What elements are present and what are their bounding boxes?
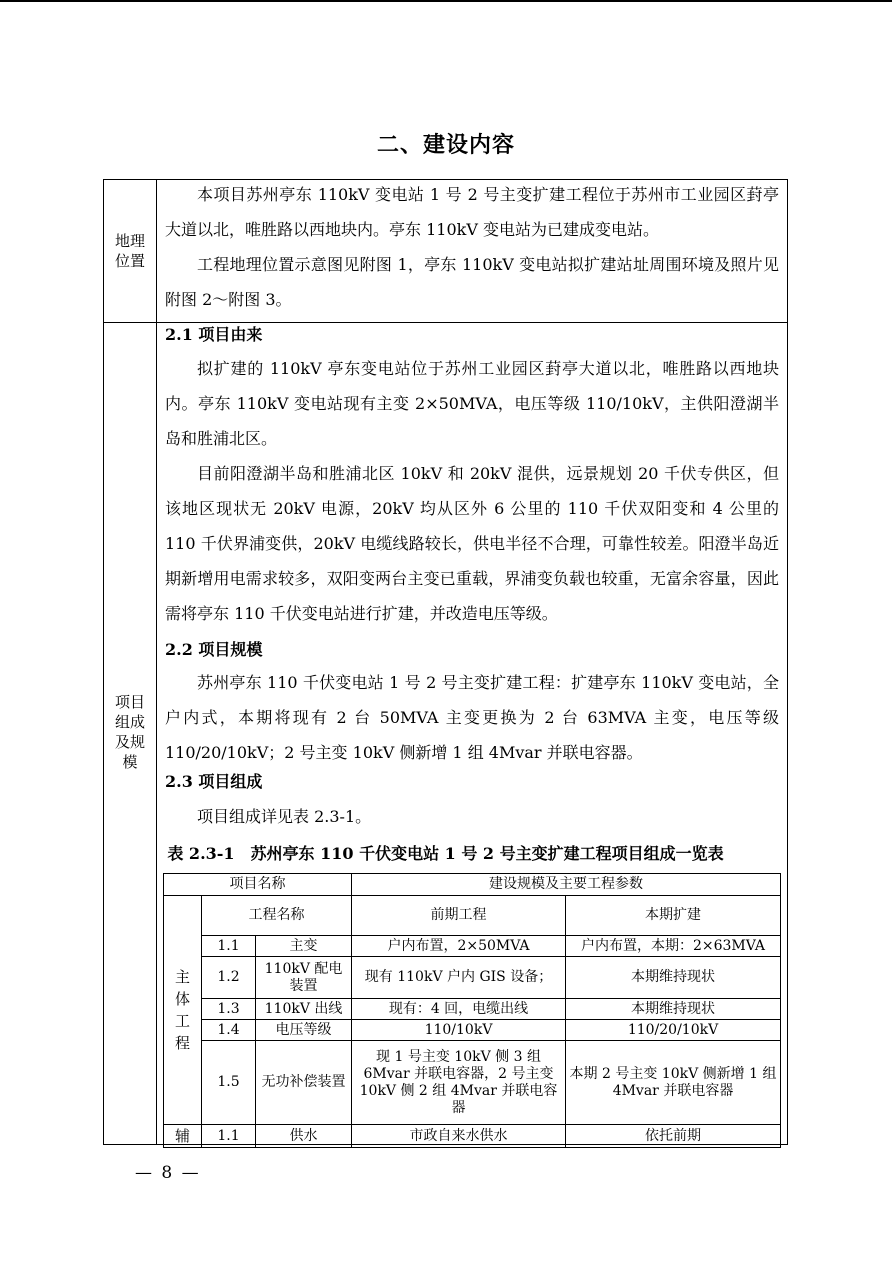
header-engineering-name: 工程名称 [202, 896, 352, 936]
row-name: 主变 [256, 936, 352, 957]
heading-2-2: 2.2 项目规模 [165, 640, 263, 659]
location-label-cell [104, 180, 157, 322]
row-previous: 现有 110kV 户内 GIS 设备； [352, 957, 566, 999]
paragraph-2-1-b: 目前阳澄湖半岛和胜浦北区 10kV 和 20kV 混供，远景规划 20 千伏专供区，但该地区现状无 20kV 电源，20kV 均从区外 6 公里的 110 千伏双阳变和 4 公里的 110 千伏界浦变供，20kV 电缆线路较长，供电半径不合理，可靠性较差。阳澄半岛近期新增用电需求较多，双阳变两台主变已重载，界浦变负载也较重，无富余容量，因此需将亭东 110 千伏变电站进行扩建，并改造电压等级。 [165, 464, 779, 623]
row-name: 电压等级 [256, 1020, 352, 1041]
table-subheader-row [164, 896, 781, 936]
vertical-char: 工 [174, 1012, 190, 1030]
label-line: 项目 [114, 693, 145, 711]
label-line: 组成 [114, 713, 145, 731]
row-number: 1.5 [202, 1041, 256, 1125]
label-line: 模 [122, 753, 138, 771]
header-scale: 建设规模及主要工程参数 [352, 874, 781, 896]
row-number: 1.2 [202, 957, 256, 999]
row-name: 110kV 配电装置 [256, 957, 352, 999]
heading-2-3: 2.3 项目组成 [165, 772, 263, 791]
row-current: 本期 2 号主变 10kV 侧新增 1 组 4Mvar 并联电容器 [566, 1041, 781, 1125]
row-current: 本期维持现状 [566, 957, 781, 999]
location-paragraph-1: 本项目苏州亭东 110kV 变电站 1 号 2 号主变扩建工程位于苏州市工业园区葑亭大道以北，唯胜路以西地块内。亭东 110kV 变电站为已建成变电站。 [165, 185, 779, 239]
vertical-char: 程 [174, 1034, 190, 1052]
row-previous: 110/10kV [352, 1020, 566, 1041]
row-current: 依托前期 [566, 1125, 781, 1148]
paragraph-2-3: 项目组成详见表 2.3-1。 [197, 807, 372, 826]
composition-table [163, 873, 781, 1148]
composition-label-cell [104, 322, 157, 1144]
table-row [164, 1020, 781, 1041]
label-line: 位置 [114, 252, 145, 270]
page-number: — 8 — [135, 1163, 201, 1183]
vertical-char: 辅 [174, 1127, 190, 1145]
row-number: 1.1 [202, 936, 256, 957]
row-previous: 市政自来水供水 [352, 1125, 566, 1148]
row-name: 无功补偿装置 [256, 1041, 352, 1125]
location-row [104, 180, 787, 323]
aux-works-label [164, 1125, 202, 1148]
table-row [164, 1125, 781, 1148]
composition-label [104, 692, 156, 772]
label-line: 地理 [114, 232, 145, 250]
table-row [164, 936, 781, 957]
row-previous: 现有：4 回，电缆出线 [352, 999, 566, 1020]
location-content [157, 180, 787, 322]
header-previous: 前期工程 [352, 896, 566, 936]
row-number: 1.4 [202, 1020, 256, 1041]
table-row [164, 957, 781, 999]
table-caption: 表 2.3-1 苏州亭东 110 千伏变电站 1 号 2 号主变扩建工程项目组成一览表 [167, 844, 724, 863]
paragraph-2-1-a: 拟扩建的 110kV 亭东变电站位于苏州工业园区葑亭大道以北，唯胜路以西地块内。亭东 110kV 变电站现有主变 2×50MVA，电压等级 110/10kV，主供阳澄湖半岛和胜浦北区。 [165, 359, 779, 448]
header-current: 本期扩建 [566, 896, 781, 936]
table-row [164, 1041, 781, 1125]
row-current: 户内布置，本期：2×63MVA [566, 936, 781, 957]
row-name: 供水 [256, 1125, 352, 1148]
paragraph-2-2: 苏州亭东 110 千伏变电站 1 号 2 号主变扩建工程：扩建亭东 110kV 变电站，全户内式，本期将现有 2 台 50MVA 主变更换为 2 台 63MVA 主变，电压等级 110/20/10kV；2 号主变 10kV 侧新增 1 组 4Mvar 并联电容器。 [165, 673, 779, 762]
row-current: 110/20/10kV [566, 1020, 781, 1041]
header-project-name: 项目名称 [164, 874, 352, 896]
row-number: 1.1 [202, 1125, 256, 1148]
vertical-char: 体 [174, 990, 190, 1008]
row-previous: 户内布置，2×50MVA [352, 936, 566, 957]
row-number: 1.3 [202, 999, 256, 1020]
location-paragraph-2: 工程地理位置示意图见附图 1，亭东 110kV 变电站拟扩建站址周围环境及照片见附图 2～附图 3。 [165, 255, 779, 309]
row-current: 本期维持现状 [566, 999, 781, 1020]
row-name: 110kV 出线 [256, 999, 352, 1020]
heading-2-1: 2.1 项目由来 [165, 325, 263, 344]
table-row [164, 999, 781, 1020]
row-previous: 现 1 号主变 10kV 侧 3 组 6Mvar 并联电容器，2 号主变 10kV 侧 2 组 4Mvar 并联电容器 [352, 1041, 566, 1125]
page-title: 二、建设内容 [376, 133, 515, 158]
table-header-row [164, 874, 781, 896]
location-label [104, 231, 156, 271]
main-works-label [164, 896, 202, 1125]
top-border-line [0, 0, 892, 2]
label-line: 及规 [114, 733, 145, 751]
vertical-char: 主 [174, 968, 190, 986]
